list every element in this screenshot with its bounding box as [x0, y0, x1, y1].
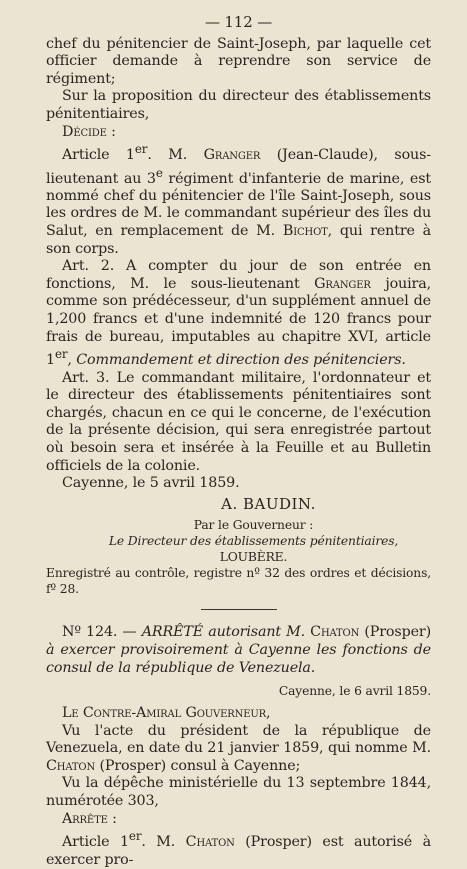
page-number: — 112 — — [204, 13, 273, 31]
name-granger: Granger — [203, 146, 261, 163]
name-bichot: Bichot — [282, 223, 328, 240]
paragraph-proposition: Sur la proposition du directeur des établissements pénitentiaires, — [46, 88, 431, 122]
vu-depeche: Vu la dépêche ministérielle du 13 septembre 1844, numérotée 303, — [46, 775, 431, 810]
heading-arrete: Arrête : — [62, 810, 117, 827]
name-chaton-3: Chaton — [185, 834, 235, 851]
dateline: Cayenne, le 5 avril 1859. — [62, 475, 240, 492]
contre-amiral: Le Contre-Amiral Gouverneur, — [62, 705, 271, 722]
chapter-title: Commandement et direction des pénitenciers. — [76, 351, 406, 368]
directeur-line: Le Directeur des établissements pénitentiaires, — [108, 534, 399, 549]
par-le-gouverneur: Par le Gouverneur : — [193, 518, 314, 533]
enregistre-note: Enregistré au contrôle, registre nº 32 des ordres et décisions, fº 28. — [46, 566, 431, 597]
signature-baudin: A. BAUDIN. — [221, 494, 316, 513]
section-divider — [201, 609, 277, 610]
article-3: Art. 3. Le commandant militaire, l'ordonnateur et le directeur des établissements pénitentiaires sont chargés, chacun en ce qui le concerne, de l'exécution de la présente décision, qui sera enregistrée partout où besoin sera et insérée à la Feuille et au Bulletin officiels de la colonie. — [46, 369, 431, 474]
paragraph-regiment: chef du pénitencier de Saint-Joseph, par laquelle cet officier demande à reprendre son service de régiment; — [46, 35, 431, 87]
heading-decide: Décide : — [62, 123, 116, 140]
article-2: Art. 2. A compter du jour de son entrée en fonctions, M. le sous-lieutenant Granger jouira, comme son prédécesseur, d'un supplément annuel de 1,200 francs et d'une indemnité de 120 francs pour frais de bureau, imputables au chapitre XVI, article 1er, Commandement et direction des pénitenciers. — [46, 258, 431, 368]
name-chaton: Chaton — [310, 624, 360, 641]
vu-acte: Vu l'acte du président de la république de Venezuela, en date du 21 janvier 1859, qui nomme M. Chaton (Prosper) consul à Cayenne; — [46, 722, 431, 774]
signature-loubere: LOUBÈRE. — [219, 550, 288, 565]
name-granger-2: Granger — [314, 275, 371, 292]
name-chaton-2: Chaton — [46, 757, 96, 774]
article-1-chaton: Article 1er. M. Chaton (Prosper) est autorisé à exercer pro- — [46, 829, 431, 868]
article-1: Article 1er. M. Granger (Jean-Claude), sous-lieutenant au 3e régiment d'infanterie de marine, est nommé chef du pénitencier de l'île Saint-Joseph, sous les ordres de M. le commandant supérieur des îles du Salut, en remplacement de M. Bichot, qui rentre à son corps. — [46, 142, 432, 257]
dateline-2: Cayenne, le 6 avril 1859. — [278, 684, 431, 699]
arrete-124-title: Nº 124. — ARRÊTÉ autorisant M. Chaton (Prosper) à exercer provisoirement à Cayenne les fonctions de consul de la république de Venezuela. — [46, 624, 431, 676]
